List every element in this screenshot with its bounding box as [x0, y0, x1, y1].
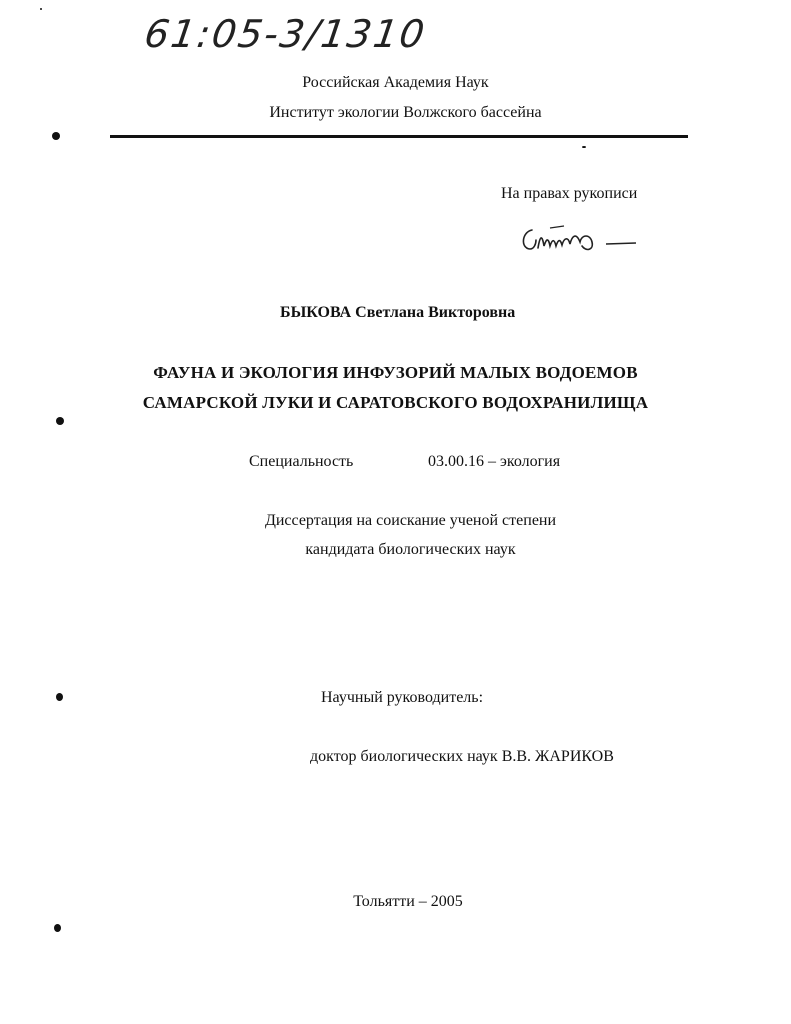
header-divider [110, 135, 688, 138]
place-year: Тольятти – 2005 [353, 893, 463, 910]
scan-speck [40, 8, 42, 10]
scan-speck [582, 146, 586, 148]
author-name: БЫКОВА Светлана Викторовна [280, 304, 516, 321]
scan-speck [54, 924, 61, 932]
manuscript-note: На правах рукописи [501, 185, 638, 202]
signature [520, 222, 640, 256]
scan-speck [56, 417, 64, 425]
supervisor-name: доктор биологических наук В.В. ЖАРИКОВ [310, 748, 614, 765]
scan-speck [52, 132, 60, 140]
thesis-title-line-1: ФАУНА И ЭКОЛОГИЯ ИНФУЗОРИЙ МАЛЫХ ВОДОЕМОВ [153, 363, 638, 382]
thesis-title-line-2: САМАРСКОЙ ЛУКИ И САРАТОВСКОГО ВОДОХРАНИЛИЩА [142, 393, 649, 412]
dissertation-line-1: Диссертация на соискание ученой степени [264, 512, 557, 529]
organization-name: Российская Академия Наук [302, 74, 489, 91]
institute-name: Институт экологии Волжского бассейна [269, 104, 542, 121]
specialty-label: Специальность [249, 453, 354, 470]
scan-speck [56, 693, 63, 701]
archive-code: 61:05-3/1310 [141, 12, 430, 56]
dissertation-line-2: кандидата биологических наук [305, 541, 516, 558]
specialty-value: 03.00.16 – экология [428, 453, 561, 470]
supervisor-label: Научный руководитель: [321, 689, 484, 706]
